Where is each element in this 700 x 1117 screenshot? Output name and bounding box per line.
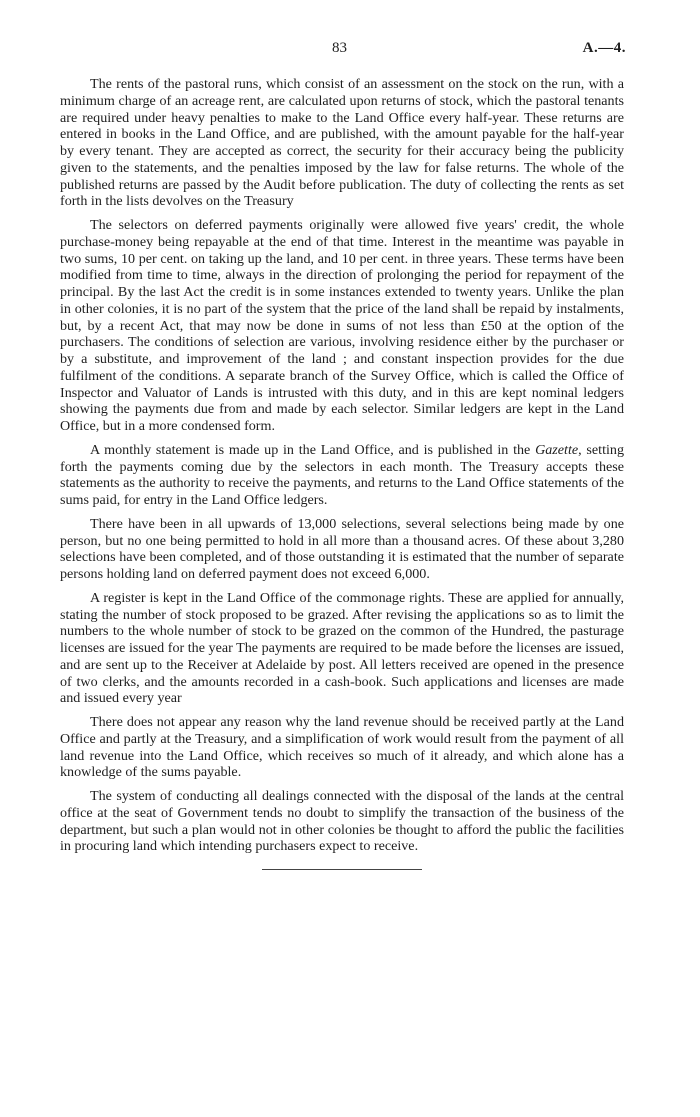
page-header (60, 40, 624, 62)
paragraph-central-office: The system of conducting all dealings connected with the disposal of the lands at the central office at the seat of Government tends no doubt to simplify the transaction of the business of the department, but such a plan would not in other colonies be thought to afford the public the facilities in procuring land which intending purchasers expect to receive. (60, 788, 624, 855)
page-number: 83 (332, 40, 347, 56)
paragraph-selections: There have been in all upwards of 13,000 selections, several selections being made by one person, but no one being permitted to hold in all more than a thousand acres. Of these about 3,280 selections have been completed, and of those outstanding it is estimated that the number of separate persons holding land on deferred payment does not exceed 6,000. (60, 515, 624, 582)
paragraph-monthly-statement-end: , setting forth the payments coming due by the selectors in each month. The Treasury accepts these statements as the authority to receive the payments, and returns to the Land Office statements of the sums paid, for entry in the Land Office ledgers. (60, 441, 624, 508)
paragraph-monthly-statement-start: A monthly statement is made up in the Land Office, and is published in the (90, 441, 536, 458)
paragraph-pastoral-rents: The rents of the pastoral runs, which consist of an assessment on the stock on the run, with a minimum charge of an acreage rent, are calculated upon returns of stock, which the pastoral tenants are required under heavy penalties to make to the Land Office every half-year. These returns are entered in books in the Land Office, and are published, with the amount payable for the half-year by every tenant. They are accepted as correct, the security for their accuracy being the publicity given to the statements, and the penalties imposed by the law for false returns. The whole of the published returns are passed by the Audit before publication. The duty of collecting the rents as set forth in the lists devolves on the Treasury (60, 76, 624, 210)
document-page (60, 40, 624, 870)
paragraph-deferred-payments: The selectors on deferred payments originally were allowed five years' credit, the whole purchase-money being repayable at the end of that time. Interest in the meantime was payable in two sums, 10 per cent. on taking up the land, and 10 per cent. in three years. These terms have been modified from time to time, always in the direction of prolonging the period for repayment of the principal. By the last Act the credit is in some instances extended to twenty years. Unlike the plan in other colonies, it is no part of the system that the price of the land shall be repaid by instalments, but, by a recent Act, that may now be done in sums of not less than £50 at the option of the purchasers. The conditions of selection are various, involving residence either by the purchaser or by a substitute, and improvement of the land ; and constant inspection provides for the due fulfilment of the conditions. A separate branch of the Survey Office, which is called the Office of Inspector and Valuator of Lands is intrusted with this duty, and in this are kept nominal ledgers showing the payments due from and made by each selector. Similar ledgers are kept in the Land Office, but in a more condensed form. (60, 217, 624, 434)
paragraph-commonage-register: A register is kept in the Land Office of the commonage rights. These are applied for annually, stating the number of stock proposed to be grazed. After revising the applications so as to limit the numbers to the whole number of stock to be grazed on the common of the Hundred, the pasturage licenses are issued for the year The payments are required to be made before the licenses are issued, and are sent up to the Receiver at Adelaide by post. All letters received are opened in the presence of two clerks, and the amounts recorded in a cash-book. Such applications and licenses are made and issued every year (60, 589, 624, 707)
gazette-title: Gazette (535, 441, 579, 458)
document-reference: A.—4. (582, 40, 626, 56)
closing-rule (262, 869, 422, 870)
paragraph-land-revenue: There does not appear any reason why the land revenue should be received partly at the Land Office and partly at the Treasury, and a simplification of work would result from the payment of all land revenue into the Land Office, which receives so much of it already, and which alone has a knowledge of the sums payable. (60, 714, 624, 781)
body-text (60, 76, 624, 855)
paragraph-monthly-statement (60, 442, 624, 509)
